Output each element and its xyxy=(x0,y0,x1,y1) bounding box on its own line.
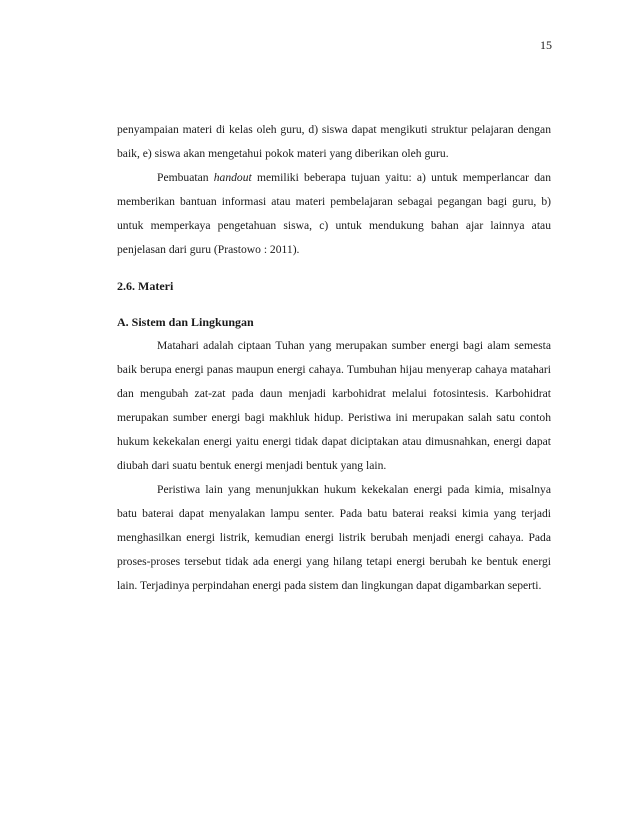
paragraph-handout-after: memiliki beberapa tujuan yaitu: a) untuk memperlancar dan memberikan bantuan informasi atau materi pembelajaran sebagai pegangan bagi guru, b) untuk memperkaya pengetahuan siswa, c) untuk mendukung bahan ajar lainnya atau penjelasan dari guru (Prastowo : 2011). xyxy=(117,171,551,256)
paragraph-matahari: Matahari adalah ciptaan Tuhan yang merupakan sumber energi bagi alam semesta baik berupa energi panas maupun energi cahaya. Tumbuhan hijau menyerap cahaya matahari dan mengubah zat-zat pada daun menjadi karbohidrat melalui fotosintesis. Karbohidrat merupakan sumber energi bagi makhluk hidup. Peristiwa ini merupakan salah satu contoh hukum kekekalan energi yaitu energi tidak dapat diciptakan atau dimusnahkan, energi dapat diubah dari suatu bentuk energi menjadi bentuk yang lain. xyxy=(117,339,551,472)
page-number: 15 xyxy=(540,38,552,52)
paragraph-handout-italic: handout xyxy=(213,171,252,184)
paragraph-peristiwa: Peristiwa lain yang menunjukkan hukum kekekalan energi pada kimia, misalnya batu baterai dapat menyalakan lampu senter. Pada batu baterai reaksi kimia yang terjadi menghasilkan energi listrik, kemudian energi listrik berubah menjadi energi cahaya. Pada proses-proses tersebut tidak ada energi yang hilang tetapi energi berubah ke bentuk energi lain. Terjadinya perpindahan energi pada sistem dan lingkungan dapat digambarkan seperti. xyxy=(117,483,551,592)
subsection-heading: A. Sistem dan Lingkungan xyxy=(117,315,254,329)
paragraph-continued: penyampaian materi di kelas oleh guru, d) siswa dapat mengikuti struktur pelajaran dengan baik, e) siswa akan mengetahui pokok materi yang diberikan oleh guru. xyxy=(117,123,551,160)
paragraph-handout-before: Pembuatan xyxy=(157,171,214,184)
document-body xyxy=(117,118,551,598)
paragraph-handout xyxy=(117,166,551,262)
section-heading: 2.6. Materi xyxy=(117,279,174,293)
